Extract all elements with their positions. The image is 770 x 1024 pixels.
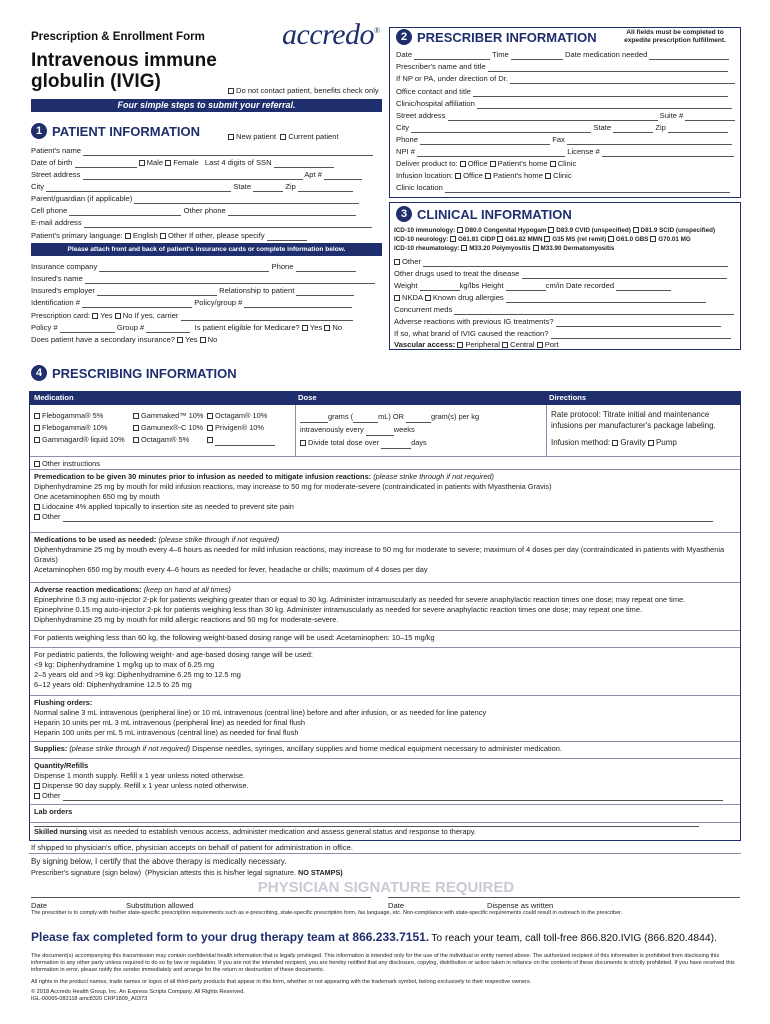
office-contact-field[interactable]: Office contact and title <box>396 86 728 97</box>
prescriber-section-header <box>396 29 597 45</box>
signature-date2-label: Date <box>388 901 405 910</box>
prescriber-street-field[interactable]: Street address Suite # <box>396 110 735 121</box>
lab-orders-row[interactable]: Lab orders <box>30 804 740 822</box>
medication-list-col1 <box>34 410 125 446</box>
insured-name-field[interactable]: Insured's name <box>31 273 375 284</box>
checkbox-icon[interactable] <box>160 233 166 239</box>
divider <box>295 405 296 456</box>
patient-street-field[interactable]: Street address Apt # <box>31 169 362 180</box>
step-1-badge: 1 <box>31 123 47 139</box>
medication-option[interactable]: Gammagard® liquid 10% <box>34 434 125 446</box>
medication-list-col2 <box>133 410 203 446</box>
infusion-method-options: Infusion method: Gravity Pump <box>551 438 677 447</box>
patient-section-header <box>31 123 200 139</box>
patient-city-field[interactable]: City State Zip <box>31 181 353 192</box>
checkbox-icon[interactable] <box>485 173 491 179</box>
ivig-brand-field[interactable]: If so, what brand of IVIG caused the reaction? <box>394 328 731 339</box>
medication-option[interactable]: Gammaked™ 10% <box>133 410 203 422</box>
identification-field[interactable]: Identification # Policy/group # <box>31 297 352 308</box>
checkbox-icon[interactable] <box>207 437 213 443</box>
checkbox-icon[interactable] <box>455 173 461 179</box>
checkbox-icon[interactable] <box>34 413 40 419</box>
premedication-block: Premedication to be given 30 minutes prior to infusion as needed to mitigate infusion reactions: (please strike through if not required) Diphenhydramine 25 mg by mouth for mild infusion reactions, may increase to 50 mg for moderate-severe (contraindicated in patients with Myasthenia Gravis) One acetaminophen 650 mg by mouth Lidocaine 4% applied topically to insertion site as needed to prevent site pain Other <box>30 469 740 532</box>
rate-protocol: Rate protocol: Titrate initial and maintenance infusions per manufacturer's package labeling. <box>551 410 716 430</box>
substitution-label: Substitution allowed <box>126 901 194 910</box>
prescriber-name-field[interactable]: Prescriber's name and title <box>396 61 728 72</box>
required-note: All fields must be completed to expedite prescription fulfillment. <box>624 29 726 44</box>
prescriber-date-field[interactable]: Date Time Date medication needed <box>396 49 729 60</box>
quantity-refills-block: Quantity/Refills Dispense 1 month supply. Refill x 1 year unless noted otherwise. Dispense 90 day supply. Refill x 1 year unless noted otherwise. Other <box>30 758 740 804</box>
checkbox-icon[interactable] <box>461 245 467 251</box>
rx-card-field[interactable]: Prescription card: Yes No If yes, carrier <box>31 310 353 321</box>
dose-fields[interactable]: grams ( mL) OR gram(s) per kg intravenously every weeks Divide total dose over days <box>300 412 480 447</box>
checkbox-icon[interactable] <box>457 227 463 233</box>
other-instructions-row[interactable]: Other instructions <box>30 456 740 469</box>
checkbox-icon[interactable] <box>394 295 400 301</box>
dispense-as-written-label: Dispense as written <box>487 901 554 910</box>
prescribing-section-title: PRESCRIBING INFORMATION <box>52 365 237 381</box>
trademark-notice: All rights in the product names, trade names or logos of all third-party products that appear in this form, whether or not appearing with the trademark symbol, belong exclusively to their respective owners. <box>31 979 532 985</box>
checkbox-icon[interactable] <box>545 173 551 179</box>
medication-option[interactable]: Octagam® 5% <box>133 434 203 446</box>
signature-label: Prescriber's signature (sign below) (Physician attests this is his/her legal signature. NO STAMPS) <box>31 868 343 877</box>
checkbox-icon[interactable] <box>537 342 543 348</box>
prescribing-box <box>29 391 741 841</box>
dob-field[interactable]: Date of birth Male Female Last 4 digits of SSN <box>31 157 334 168</box>
checkbox-icon[interactable] <box>548 227 554 233</box>
checkbox-icon[interactable] <box>544 236 550 242</box>
checkbox-icon[interactable] <box>34 783 40 789</box>
vascular-access-options: Vascular access: Peripheral Central Port <box>394 340 559 349</box>
insurance-company-field[interactable]: Insurance company Phone <box>31 261 356 272</box>
clinic-location-field[interactable]: Clinic location <box>396 182 730 193</box>
steps-banner: Four simple steps to submit your referral. <box>31 99 382 112</box>
copyright: © 2018 Accredo Health Group, Inc. An Express Scripts Company. All Rights Reserved. <box>31 989 245 995</box>
step-3-badge: 3 <box>396 206 412 222</box>
divider <box>546 405 547 456</box>
flushing-orders-block: Flushing orders: Normal saline 3 mL intravenous (peripheral line) or 10 mL intravenous (central line) before and after infusion, or as needed for line patency Heparin 10 units per mL 3 mL intravenous (peripheral line) as needed for final flush Heparin 100 units per mL 5 mL intravenous (central line) as needed for final flush <box>30 695 740 741</box>
patient-section-title: PATIENT INFORMATION <box>52 123 201 139</box>
col-medication: Medication <box>34 393 74 402</box>
skilled-nursing-row: Skilled nursing visit as needed to establish venous access, administer medication and assess general status and response to therapy. <box>30 822 740 841</box>
checkbox-icon[interactable] <box>34 425 40 431</box>
medication-option[interactable]: Octagam® 10% <box>207 410 275 422</box>
checkbox-icon[interactable] <box>497 236 503 242</box>
checkbox-icon[interactable] <box>650 236 656 242</box>
confidentiality-notice: The document(s) accompanying this transmission may contain confidential health information that is legally privileged. This information is intended only for the use of the individual or entity named above. The authorized recipient of this information is prohibited from disclosing this information to any other party unless required to do so by law or regulation. If you are not the intended recipient, you are hereby notified that any disclosure, copying, distribution or action taken in reliance on the contents of these documents is strictly prohibited. If you have received this information in error, please notify the sender immediately and arrange for the return or destruction of these documents. <box>31 953 735 973</box>
checkbox-icon[interactable] <box>324 325 330 331</box>
prescriber-city-field[interactable]: City State Zip <box>396 122 728 133</box>
medication-option[interactable]: Flebogamma® 5% <box>34 410 125 422</box>
language-field[interactable]: Patient's primary language: English Other If other, please specify <box>31 230 307 241</box>
step-4-badge: 4 <box>31 365 47 381</box>
signature-line[interactable] <box>31 897 371 898</box>
icd-immunology: ICD-10 immunology: D80.0 Congenital Hypogam D83.9 CVID (unspecified) D81.9 SCID (unspecified) <box>394 227 716 234</box>
checkbox-icon[interactable] <box>139 160 145 166</box>
other-drugs-field[interactable]: Other drugs used to treat the disease <box>394 268 727 279</box>
medication-list-col3 <box>207 410 275 446</box>
phone-fields[interactable]: Cell phone Other phone <box>31 205 356 216</box>
checkbox-icon[interactable] <box>608 236 614 242</box>
guardian-field[interactable]: Parent/guardian (if applicable) <box>31 193 359 204</box>
compliance-note: The prescriber is to comply with his/her state-specific prescription requirements such as e-prescribing, state-specific prescription form, fax language, etc. Non-compliance with state-specific requirements could result in outreach to the prescriber. <box>31 910 623 916</box>
divider <box>29 853 741 854</box>
certify-text: By signing below, I certify that the above therapy is medically necessary. <box>31 857 287 866</box>
prescribing-section-header <box>31 365 237 381</box>
checkbox-icon[interactable] <box>200 337 206 343</box>
checkbox-icon[interactable] <box>302 325 308 331</box>
as-needed-block: Medications to be used as needed: (please strike through if not required) Diphenhydramine 25 mg by mouth every 4–6 hours as needed for mild infusion reactions, may increase to 50 mg for moderate to severe; maximum of 4 doses per day (contraindicated in patients with Myasthenia Gravis) Acetaminophen 650 mg by mouth every 4–6 hours as needed for fever, headache or chills; maximum of 4 doses per day <box>30 532 740 582</box>
checkbox-icon[interactable] <box>533 245 539 251</box>
clinical-section-title: CLINICAL INFORMATION <box>417 206 572 222</box>
checkbox-icon[interactable] <box>34 437 40 443</box>
checkbox-icon[interactable] <box>648 440 654 446</box>
email-field[interactable]: E-mail address <box>31 217 372 228</box>
checkbox-icon[interactable] <box>457 342 463 348</box>
checkbox-icon[interactable] <box>34 514 40 520</box>
weight-based-dosing: For patients weighing less than 60 kg, the following weight-based dosing range will be used: Acetaminophen: 10–15 mg/kg <box>30 630 740 647</box>
npi-field[interactable]: NPI # License # <box>396 146 734 157</box>
icd-neurology: ICD-10 neurology: G61.81 CIDP G61.82 MMN G35 MS (rel remit) G61.0 GBS G70.01 MG <box>394 236 691 243</box>
checkbox-icon[interactable] <box>133 437 139 443</box>
signature-line[interactable] <box>388 897 740 898</box>
medication-table-header <box>30 392 740 405</box>
concurrent-meds-field[interactable]: Concurrent meds <box>394 304 734 315</box>
checkbox-icon[interactable] <box>280 134 286 140</box>
allergies-field[interactable]: NKDA Known drug allergies <box>394 292 706 303</box>
checkbox-icon[interactable] <box>125 233 131 239</box>
fax-instructions: Please fax completed form to your drug therapy team at 866.233.7151. To reach your team, call toll-free 866.820.IVIG (866.820.4844). <box>31 930 717 944</box>
medication-option[interactable]: Gamunex®-C 10% <box>133 422 203 434</box>
checkbox-icon[interactable] <box>425 295 431 301</box>
checkbox-icon[interactable] <box>34 461 40 467</box>
infusion-location-options: Infusion location: Office Patient's home Clinic <box>396 171 572 180</box>
drug-title-line2: globulin (IVIG) <box>31 71 161 92</box>
checkbox-icon[interactable] <box>460 161 466 167</box>
deliver-product-options: Deliver product to: Office Patient's home Clinic <box>396 159 577 168</box>
accredo-logo: accredo® <box>282 18 380 51</box>
clinical-other-field[interactable]: Other <box>394 256 728 267</box>
icd-rheumatology: ICD-10 rheumatology: M33.20 Polymyositis M33.90 Dermatomyositis <box>394 245 615 252</box>
prescriber-section-title: PRESCRIBER INFORMATION <box>417 29 597 45</box>
checkbox-icon[interactable] <box>394 259 400 265</box>
shipped-note: If shipped to physician's office, physician accepts on behalf of patient for administration in office. <box>31 843 353 852</box>
checkbox-icon[interactable] <box>228 88 234 94</box>
adverse-reaction-block: Adverse reaction medications: (keep on hand at all times) Epinephrine 0.3 mg auto-injector 2-pk for patients weighing greater than or equal to 30 kg. Administer intramuscularly as needed for severe anaphylactic reaction times one dose; may repeat one time. Epinephrine 0.15 mg auto-injector 2-pk for patients weighing less than 30 kg. Administer intramuscularly as needed for severe anaphylactic reaction times one dose; may repeat one time. Diphenhydramine 25 mg by mouth for mild allergic reactions and 50 mg for moderate-severe. <box>30 582 740 630</box>
checkbox-icon[interactable] <box>177 337 183 343</box>
checkbox-icon[interactable] <box>34 504 40 510</box>
medication-option[interactable]: Flebogamma® 10% <box>34 422 125 434</box>
secondary-insurance-field[interactable]: Does patient have a secondary insurance? Yes No <box>31 335 218 344</box>
form-title: Prescription & Enrollment Form <box>31 31 205 43</box>
insured-employer-field[interactable]: Insured's employer Relationship to patient <box>31 285 354 296</box>
col-directions: Directions <box>549 393 587 402</box>
checkbox-icon[interactable] <box>165 160 171 166</box>
step-2-badge: 2 <box>396 29 412 45</box>
checkbox-icon[interactable] <box>207 425 213 431</box>
checkbox-icon[interactable] <box>612 440 618 446</box>
checkbox-icon[interactable] <box>133 413 139 419</box>
pediatric-dosing-block: For pediatric patients, the following weight- and age-based dosing range will be used: <9 kg: Diphenhydramine 1 mg/kg up to max of 6.25 mg 2–5 years old and >9 kg: Diphenhydramine 6.25 mg to 12.5 mg 6–12 years old: Diphenhydramine 12.5 to 25 mg <box>30 647 740 695</box>
np-pa-field[interactable]: If NP or PA, under direction of Dr. <box>396 73 735 84</box>
supplies-row: Supplies: (please strike through if not required) Dispense needles, syringes, ancillary supplies and home medical equipment necessary to administer medication. <box>30 741 740 758</box>
checkbox-icon[interactable] <box>115 313 121 319</box>
weight-height-field[interactable]: Weight kg/lbs Height cm/in Date recorded <box>394 280 671 291</box>
patient-status-options: New patient Current patient <box>228 131 339 142</box>
policy-group-field[interactable]: Policy # Group # Is patient eligible for Medicare? Yes No <box>31 323 343 332</box>
drug-title-line1: Intravenous immune <box>31 50 217 71</box>
checkbox-icon[interactable] <box>207 413 213 419</box>
form-code: IGL-00065-083118 amc8320 CRP1809_A0373 <box>31 996 148 1002</box>
checkbox-icon[interactable] <box>502 342 508 348</box>
medication-option[interactable]: Privigen® 10% <box>207 422 275 434</box>
signature-watermark: PHYSICIAN SIGNATURE REQUIRED <box>257 879 515 896</box>
insurance-attach-banner: Please attach front and back of patient's insurance cards or complete information below. <box>31 243 382 256</box>
affiliation-field[interactable]: Clinic/hospital affiliation <box>396 98 732 109</box>
checkbox-icon[interactable] <box>300 440 306 446</box>
do-not-contact-option[interactable]: Do not contact patient, benefits check only <box>228 85 379 96</box>
checkbox-icon[interactable] <box>550 161 556 167</box>
checkbox-icon[interactable] <box>633 227 639 233</box>
signature-date-label: Date <box>31 901 48 910</box>
clinical-section-header <box>396 206 572 222</box>
checkbox-icon[interactable] <box>34 793 40 799</box>
checkbox-icon[interactable] <box>228 134 234 140</box>
prescriber-phone-field[interactable]: Phone Fax <box>396 134 732 145</box>
medication-option[interactable] <box>207 434 275 446</box>
checkbox-icon[interactable] <box>450 236 456 242</box>
checkbox-icon[interactable] <box>490 161 496 167</box>
checkbox-icon[interactable] <box>92 313 98 319</box>
checkbox-icon[interactable] <box>133 425 139 431</box>
patient-name-field[interactable]: Patient's name <box>31 145 373 156</box>
adverse-reactions-field[interactable]: Adverse reactions with previous IG treatments? <box>394 316 721 327</box>
col-dose: Dose <box>298 393 317 402</box>
